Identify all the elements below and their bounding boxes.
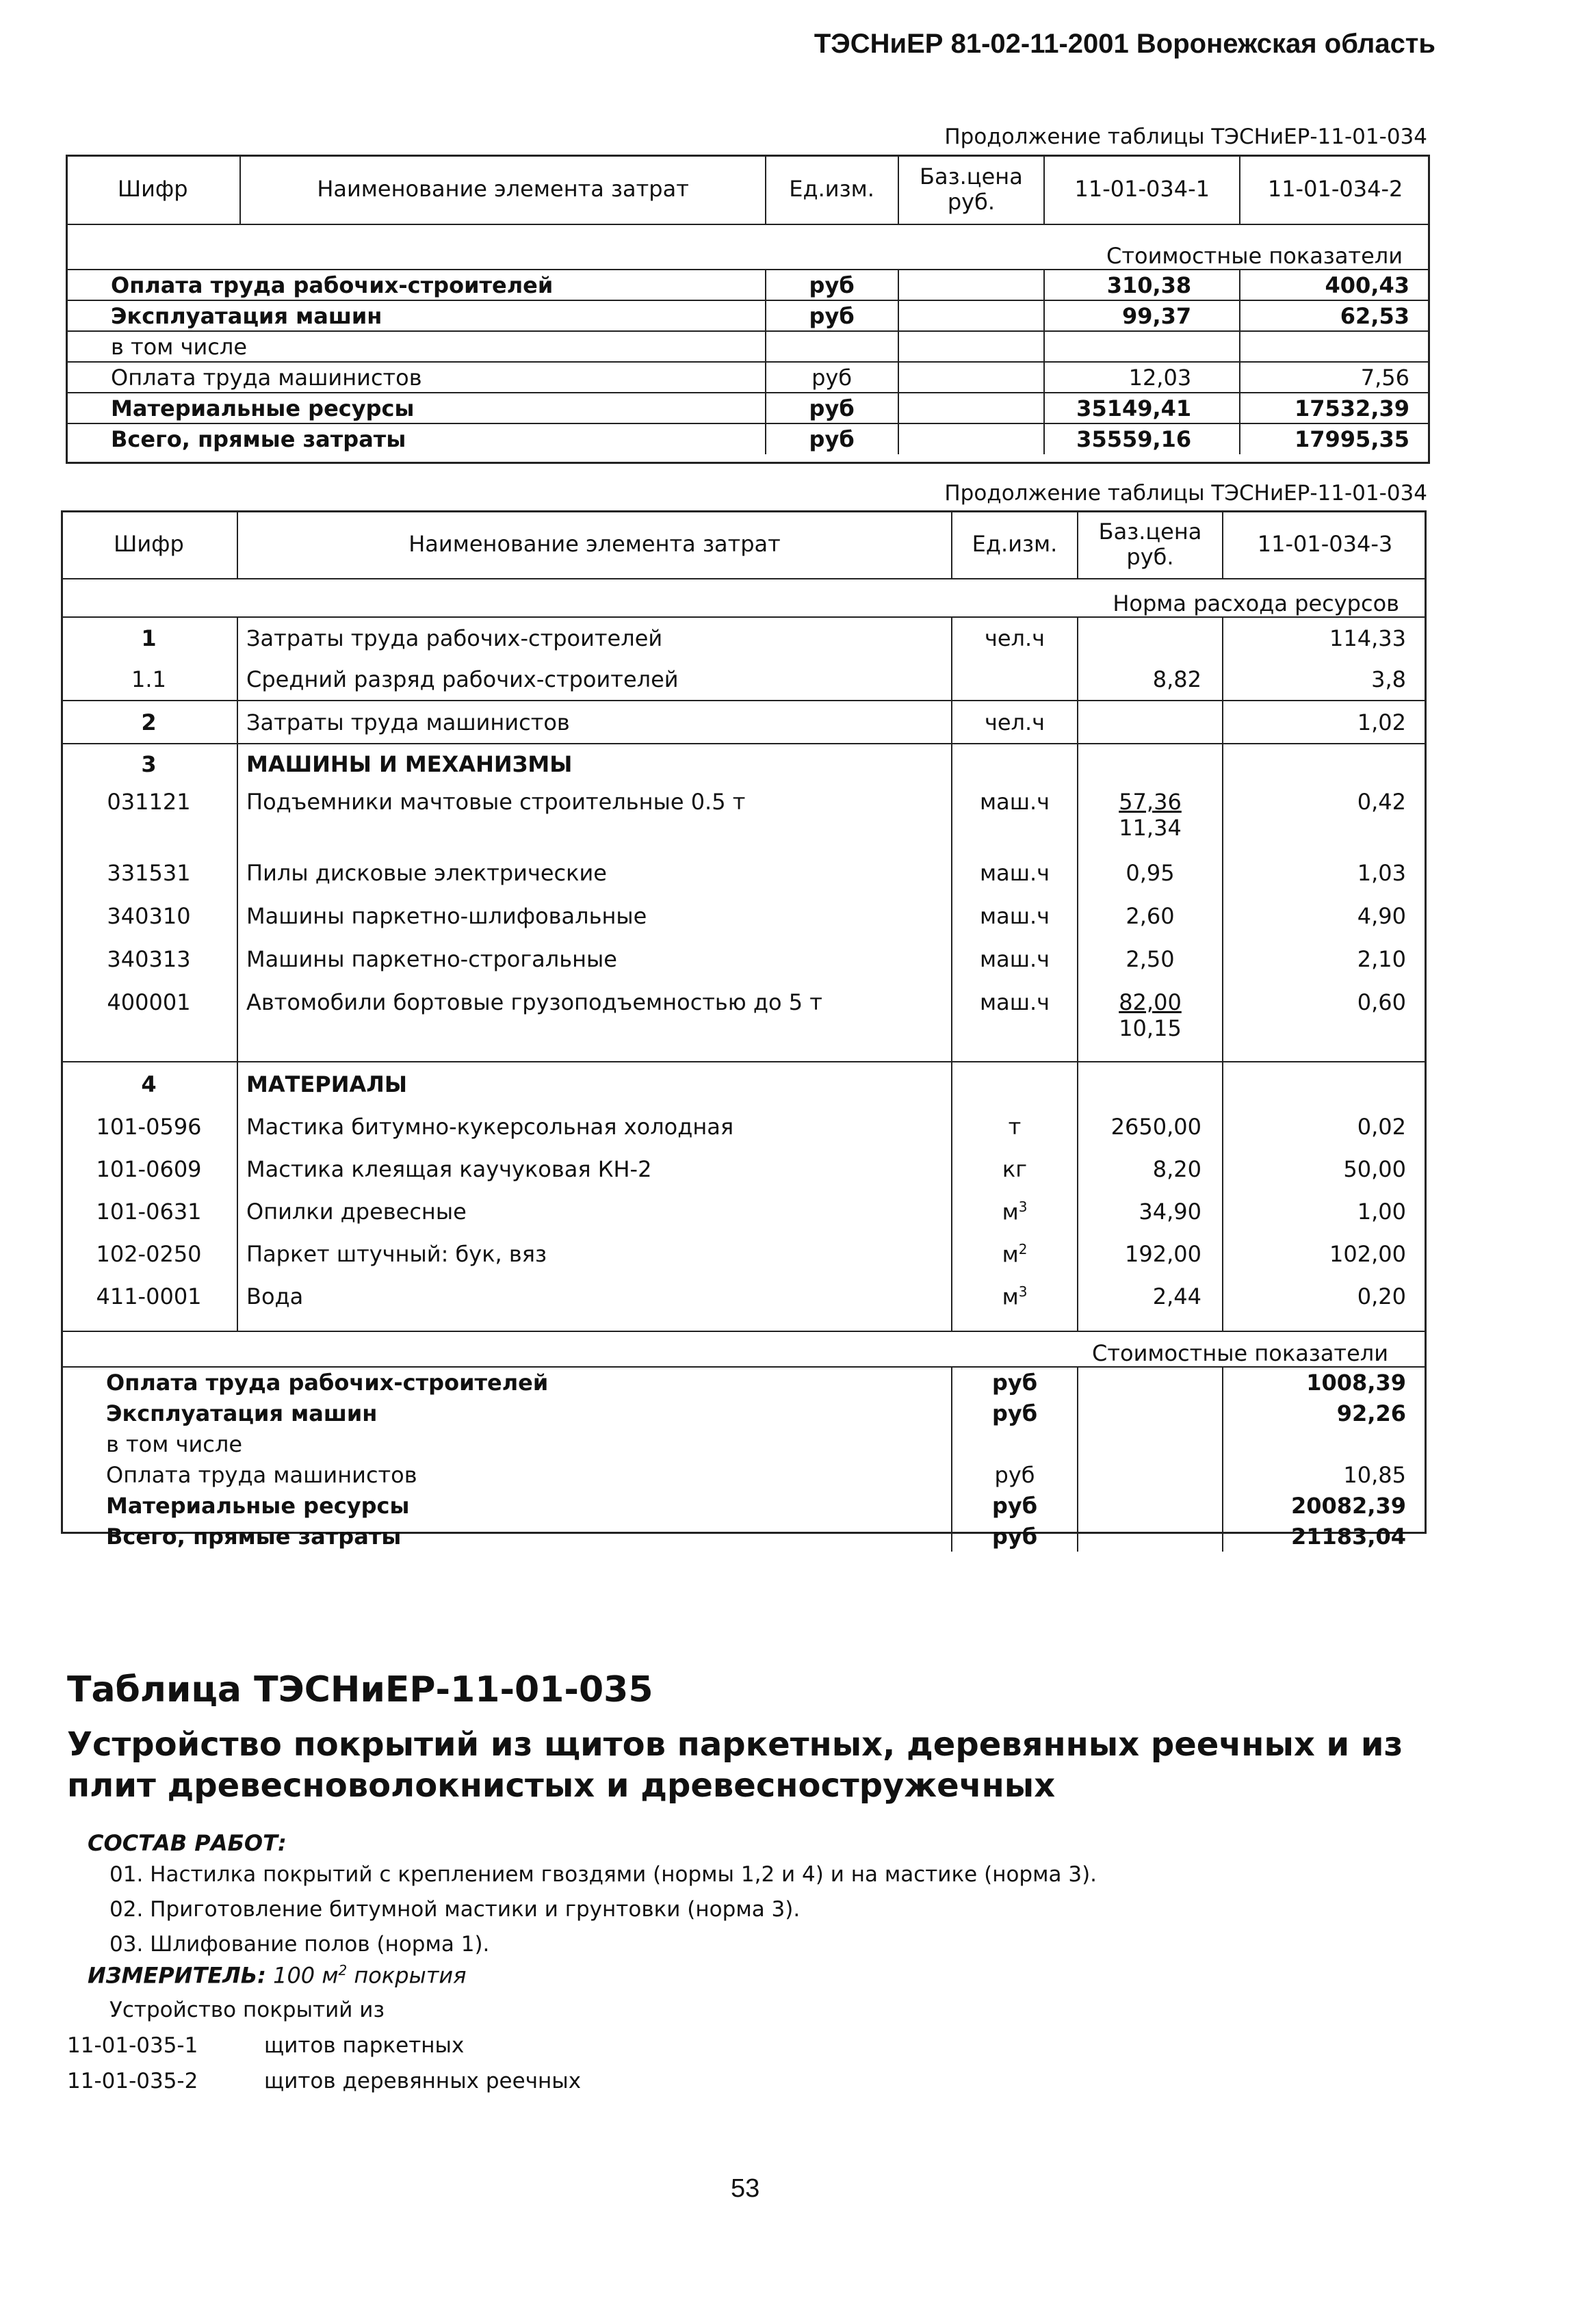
cost-label: Стоимостные показатели [61, 1331, 1427, 1367]
col-header-price: Баз.цена руб. [1078, 510, 1223, 579]
resource-value: 0,20 [1357, 1283, 1406, 1309]
cost-name: в том числе [61, 1428, 952, 1459]
resource-value: 3,8 [1371, 666, 1406, 692]
cost-unit: руб [952, 1398, 1078, 1428]
section-label: Стоимостные показатели [66, 224, 1430, 270]
resource-price: 8,20 [1078, 1148, 1223, 1190]
resource-row [61, 1062, 1427, 1106]
resource-value: 2,10 [1357, 946, 1406, 972]
table1-caption: Продолжение таблицы ТЭСНиЕР-11-01-034 [944, 125, 1427, 149]
spacer-cell [237, 1055, 952, 1062]
cost-row [66, 331, 1430, 362]
resource-unit: чел.ч [952, 617, 1078, 659]
sostav-label: СОСТАВ РАБОТ: [88, 1830, 287, 1856]
cost-price [1078, 1459, 1223, 1490]
cost-price [1078, 1398, 1223, 1428]
table1-body [66, 270, 1430, 454]
spacer-cell [1078, 1055, 1223, 1062]
resource-row [61, 984, 1427, 1055]
resource-price [1078, 941, 1223, 984]
work-item: 02. Приготовление битумной мастики и грунтовки (норма 3). [109, 1897, 801, 1922]
resource-code: 101-0609 [61, 1148, 237, 1190]
resource-price [1078, 984, 1223, 1055]
variant-name: щитов деревянных реечных [264, 2069, 582, 2093]
col-header-unit: Ед.изм. [766, 155, 898, 224]
cost-value-1 [1044, 331, 1240, 362]
cost-price [1078, 1428, 1223, 1459]
norm-label: Норма расхода ресурсов [61, 579, 1427, 617]
resource-unit: маш.ч [952, 783, 1078, 854]
cost-unit: руб [766, 423, 898, 454]
resource-row [61, 1233, 1427, 1275]
resource-price [1078, 701, 1223, 744]
cost-row [66, 393, 1430, 423]
resource-name: МАШИНЫ И МЕХАНИЗМЫ [237, 744, 952, 783]
resource-price [1078, 1062, 1223, 1106]
cost-unit: руб [952, 1367, 1078, 1398]
cost-name: Оплата труда машинистов [61, 1459, 952, 1490]
resource-unit: маш.ч [952, 984, 1078, 1055]
cost-name: Всего, прямые затраты [61, 1521, 952, 1552]
cost-value-2: 17995,35 [1240, 423, 1430, 454]
cost-value-2: 7,56 [1240, 362, 1430, 393]
cost-unit [952, 1428, 1078, 1459]
resource-price: 8,82 [1078, 659, 1223, 701]
resource-code: 3 [61, 744, 237, 783]
resource-value: 50,00 [1343, 1156, 1406, 1182]
cost-value: 1008,39 [1223, 1367, 1427, 1398]
cost-unit: руб [952, 1490, 1078, 1521]
resource-code: 1 [61, 617, 237, 659]
table2-caption: Продолжение таблицы ТЭСНиЕР-11-01-034 [944, 481, 1427, 506]
resource-price-main: 0,95 [1126, 860, 1175, 886]
cost-name: Материальные ресурсы [66, 393, 766, 423]
cost-value-1: 12,03 [1044, 362, 1240, 393]
variants-intro: Устройство покрытий из [109, 1998, 385, 2022]
cost-unit: руб [952, 1459, 1078, 1490]
resource-value: 0,42 [1357, 789, 1406, 815]
cost-label-row [61, 1331, 1427, 1367]
resource-name: Мастика битумно-кукерсольная холодная [237, 1106, 952, 1148]
variant-code: 11-01-035-1 [67, 2033, 198, 2058]
unit-text: м [1002, 1199, 1019, 1225]
section-title: Таблица ТЭСНиЕР-11-01-035 [67, 1669, 653, 1710]
cost-value-1: 35149,41 [1044, 393, 1240, 423]
variant-name: щитов паркетных [264, 2033, 465, 2058]
cost-name: Оплата труда машинистов [66, 362, 766, 393]
cost-name: Эксплуатация машин [61, 1398, 952, 1428]
cost-row [61, 1428, 1427, 1459]
resource-unit [952, 659, 1078, 701]
resource-code: 031121 [61, 783, 237, 854]
spacer-row [61, 1318, 1427, 1331]
col-header-unit: Ед.изм. [952, 510, 1078, 579]
cost-name: Эксплуатация машин [66, 300, 766, 331]
norm-label-row [61, 579, 1427, 617]
spacer-cell [952, 1318, 1078, 1331]
table2-header-row [61, 510, 1427, 579]
page-number: 53 [731, 2174, 760, 2203]
resource-code: 101-0596 [61, 1106, 237, 1148]
resource-unit: маш.ч [952, 898, 1078, 941]
resource-name: Затраты труда рабочих-строителей [237, 617, 952, 659]
cost-price [898, 300, 1045, 331]
resource-name: Затраты труда машинистов [237, 701, 952, 744]
resource-price: 192,00 [1078, 1233, 1223, 1275]
work-item: 03. Шлифование полов (норма 1). [109, 1932, 490, 1957]
section-subtitle: Устройство покрытий из щитов паркетных, деревянных реечных и из плит древесноволокнистых и древесностружечных [67, 1725, 1403, 1805]
cost-price [898, 393, 1045, 423]
resource-price-main: 2,50 [1126, 946, 1175, 972]
cost-row [66, 300, 1430, 331]
resource-price [1078, 744, 1223, 783]
cost-value: 20082,39 [1290, 1492, 1406, 1519]
resource-value: 0,60 [1357, 989, 1406, 1015]
resource-unit: чел.ч [952, 701, 1078, 744]
resource-code: 340313 [61, 941, 237, 984]
unit-text: кг [1002, 1156, 1028, 1182]
resource-price [1078, 617, 1223, 659]
resource-row [61, 617, 1427, 659]
cost-name: Всего, прямые затраты [66, 423, 766, 454]
spacer-row [61, 1055, 1427, 1062]
cost-value-1: 99,37 [1044, 300, 1240, 331]
cost-row [61, 1521, 1427, 1552]
resource-code: 4 [61, 1062, 237, 1106]
resource-code: 331531 [61, 854, 237, 898]
measure-value: 100 м [273, 1962, 339, 1989]
resource-unit [952, 1148, 1078, 1190]
cost-price [1078, 1490, 1223, 1521]
cost-name: в том числе [66, 331, 766, 362]
cost-value-2: 62,53 [1240, 300, 1430, 331]
resource-row [61, 1148, 1427, 1190]
resource-row [61, 744, 1427, 783]
table2-body [61, 617, 1427, 1552]
measure-line [88, 1962, 466, 1989]
spacer-cell [1078, 1318, 1223, 1331]
resource-code: 101-0631 [61, 1190, 237, 1233]
resource-row [61, 1190, 1427, 1233]
cost-row [66, 362, 1430, 393]
cost-row [61, 1398, 1427, 1428]
resource-name: Вода [237, 1275, 952, 1318]
cost-unit [766, 331, 898, 362]
cost-unit: руб [766, 300, 898, 331]
resource-value: 1,02 [1223, 701, 1427, 744]
resource-name: Автомобили бортовые грузоподъемностью до 5 т [237, 984, 952, 1055]
resource-name: Средний разряд рабочих-строителей [237, 659, 952, 701]
resource-price-secondary: 11,34 [1119, 815, 1182, 841]
spacer-cell [237, 1318, 952, 1331]
resource-row [61, 701, 1427, 744]
spacer-cell [61, 1318, 237, 1331]
resource-unit [952, 1062, 1078, 1106]
table1-header-row [66, 155, 1430, 224]
resource-value [1223, 1062, 1427, 1106]
resource-value: 114,33 [1223, 617, 1427, 659]
resource-unit [952, 1106, 1078, 1148]
resource-price: 2650,00 [1078, 1106, 1223, 1148]
resource-price [1078, 854, 1223, 898]
resource-code: 1.1 [61, 659, 237, 701]
unit-text: т [1008, 1114, 1022, 1140]
measure-label: ИЗМЕРИТЕЛЬ: [88, 1962, 266, 1989]
cost-row [66, 270, 1430, 300]
resource-name: Машины паркетно-строгальные [237, 941, 952, 984]
resource-value: 4,90 [1357, 903, 1406, 929]
resource-unit [952, 1233, 1078, 1275]
col-header-034-2: 11-01-034-2 [1267, 176, 1403, 203]
cost-row [66, 423, 1430, 454]
cost-price [898, 270, 1045, 300]
unit-sup: 2 [1018, 1240, 1028, 1257]
resource-unit [952, 1190, 1078, 1233]
col-header-name: Наименование элемента затрат [237, 510, 952, 579]
resource-price-main: 57,36 [1119, 789, 1182, 815]
resource-unit: маш.ч [952, 854, 1078, 898]
resource-row [61, 783, 1427, 854]
resource-price: 34,90 [1078, 1190, 1223, 1233]
cost-price [898, 423, 1045, 454]
col-header-code: Шифр [61, 510, 237, 579]
resource-row [61, 854, 1427, 898]
cost-row [61, 1459, 1427, 1490]
unit-text: м [1002, 1283, 1019, 1310]
cost-value-1: 35559,16 [1044, 423, 1240, 454]
resource-price-main: 2,60 [1126, 903, 1175, 929]
cost-value: 21183,04 [1290, 1523, 1406, 1550]
resource-name: Пилы дисковые электрические [237, 854, 952, 898]
cost-value-2: 400,43 [1240, 270, 1430, 300]
resource-unit: маш.ч [952, 941, 1078, 984]
resource-row [61, 1275, 1427, 1318]
resource-name: МАТЕРИАЛЫ [237, 1062, 952, 1106]
measure-sup: 2 [338, 1962, 348, 1979]
resource-unit [952, 1275, 1078, 1318]
cost-unit: руб [766, 362, 898, 393]
cost-value-2 [1240, 331, 1430, 362]
resource-name: Паркет штучный: бук, вяз [237, 1233, 952, 1275]
resource-row [61, 659, 1427, 701]
resource-name: Опилки древесные [237, 1190, 952, 1233]
spacer-cell [1223, 1055, 1427, 1062]
cost-value [1223, 1428, 1427, 1459]
resource-value [1223, 744, 1427, 783]
unit-text: м [1002, 1241, 1019, 1268]
cost-row [61, 1490, 1427, 1521]
resource-value: 0,02 [1357, 1114, 1406, 1140]
cost-unit: руб [952, 1521, 1078, 1552]
cost-unit: руб [766, 393, 898, 423]
resource-name: Подъемники мачтовые строительные 0.5 т [237, 783, 952, 854]
col-header-034-3: 11-01-034-3 [1257, 531, 1393, 558]
table2 [61, 510, 1427, 1552]
resource-code: 411-0001 [61, 1275, 237, 1318]
resource-price-main: 82,00 [1119, 989, 1182, 1015]
spacer-cell [1223, 1318, 1427, 1331]
cost-price [898, 331, 1045, 362]
resource-name: Мастика клеящая каучуковая КН-2 [237, 1148, 952, 1190]
variant-code: 11-01-035-2 [67, 2069, 198, 2093]
unit-sup: 3 [1018, 1198, 1028, 1215]
cost-value-1: 310,38 [1044, 270, 1240, 300]
resource-code: 2 [61, 701, 237, 744]
resource-name: Машины паркетно-шлифовальные [237, 898, 952, 941]
resource-value: 1,03 [1357, 860, 1406, 886]
resource-row [61, 898, 1427, 941]
col-header-price: Баз.цена руб. [898, 155, 1045, 224]
spacer-cell [952, 1055, 1078, 1062]
resource-row [61, 941, 1427, 984]
col-header-code: Шифр [66, 155, 240, 224]
resource-code: 400001 [61, 984, 237, 1055]
resource-price: 2,44 [1078, 1275, 1223, 1318]
cost-value-2: 17532,39 [1240, 393, 1430, 423]
measure-tail: покрытия [347, 1962, 467, 1989]
cost-unit: руб [766, 270, 898, 300]
resource-code: 340310 [61, 898, 237, 941]
col-header-name: Наименование элемента затрат [240, 155, 765, 224]
resource-code: 102-0250 [61, 1233, 237, 1275]
resource-unit [952, 744, 1078, 783]
resource-row [61, 1106, 1427, 1148]
resource-value: 1,00 [1357, 1199, 1406, 1225]
table1 [66, 155, 1430, 454]
page-header: ТЭСНиЕР 81-02-11-2001 Воронежская область [814, 29, 1435, 59]
cost-row [61, 1367, 1427, 1398]
resource-price-secondary: 10,15 [1119, 1015, 1182, 1042]
col-header-034-1: 11-01-034-1 [1044, 155, 1240, 224]
cost-name: Оплата труда рабочих-строителей [66, 270, 766, 300]
work-item: 01. Настилка покрытий с креплением гвоздями (нормы 1,2 и 4) и на мастике (норма 3). [109, 1862, 1097, 1887]
cost-price [1078, 1521, 1223, 1552]
cost-name: Материальные ресурсы [61, 1490, 952, 1521]
spacer-cell [61, 1055, 237, 1062]
cost-price [898, 362, 1045, 393]
cost-price [1078, 1367, 1223, 1398]
cost-value: 92,26 [1336, 1400, 1406, 1426]
cost-value: 10,85 [1343, 1461, 1406, 1488]
resource-value: 102,00 [1329, 1241, 1406, 1267]
unit-sup: 3 [1018, 1283, 1028, 1300]
table1-section-row [66, 224, 1430, 270]
resource-price [1078, 783, 1223, 854]
cost-name: Оплата труда рабочих-строителей [61, 1367, 952, 1398]
resource-price [1078, 898, 1223, 941]
